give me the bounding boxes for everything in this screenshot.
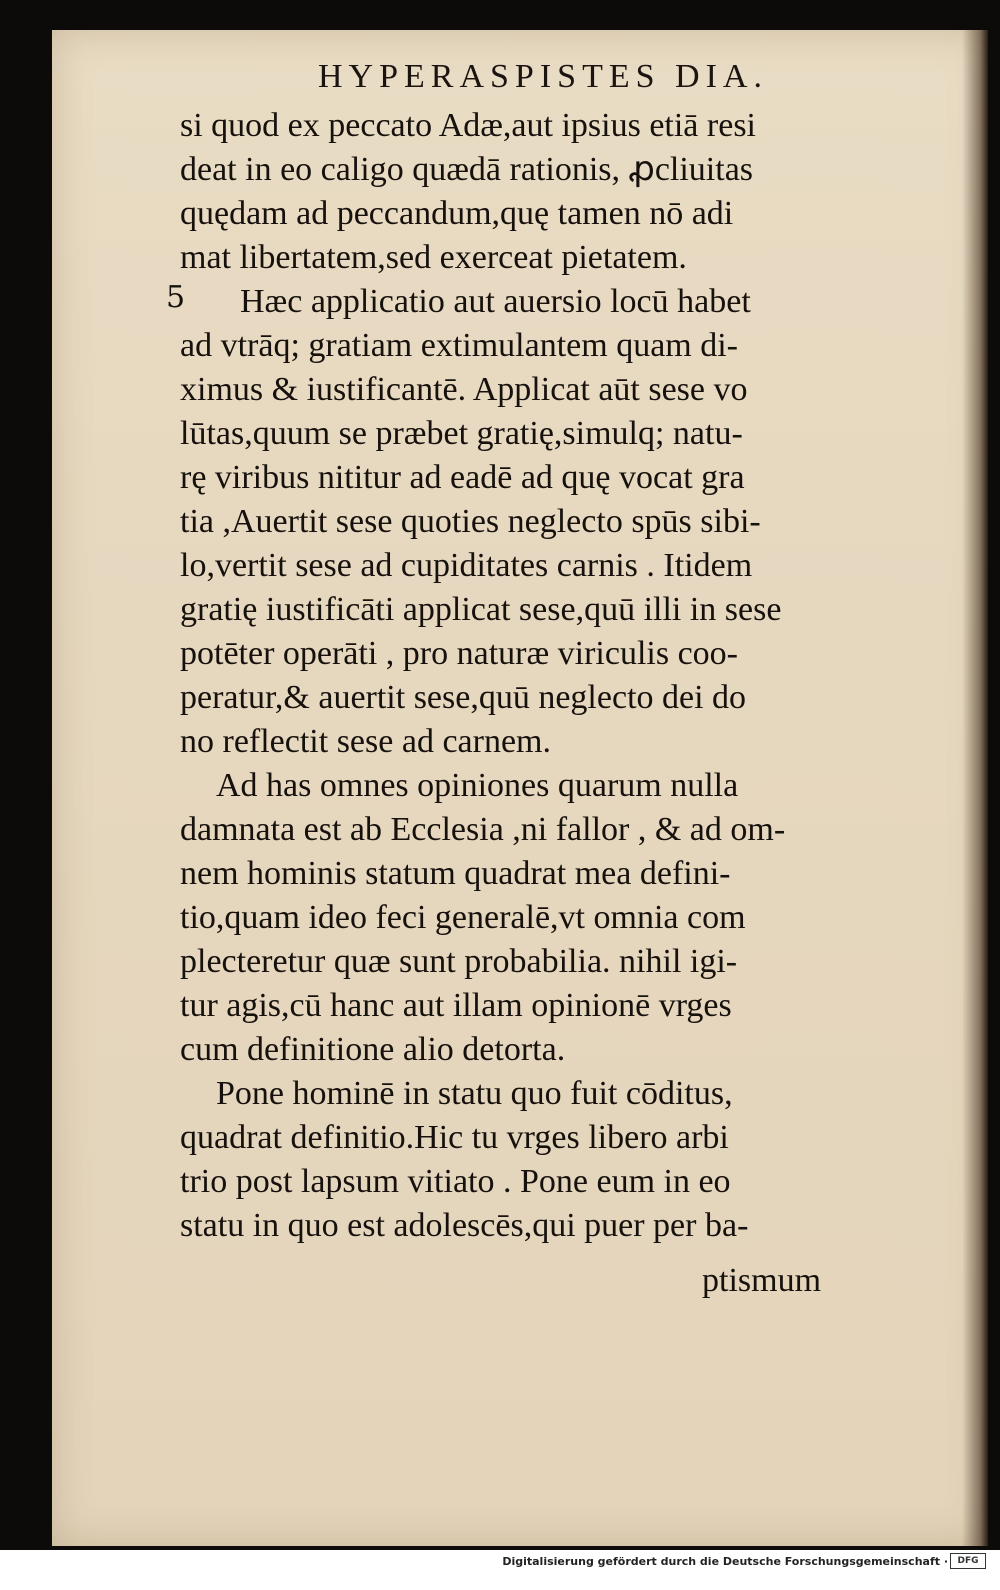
text-line: ximus & iustificantē. Applicat aūt sese vo: [180, 371, 748, 408]
text-line: plecteretur quæ sunt probabilia. nihil igi-: [180, 943, 738, 980]
text-line: tur agis,cū hanc aut illam opinionē vrges: [180, 987, 732, 1024]
text-line: nem hominis statum quadrat mea defini-: [180, 855, 731, 892]
text-block: [166, 104, 860, 1248]
scan-background-left: [0, 0, 52, 1550]
text-line: peratur,& auertit sese,quū neglecto dei do: [180, 679, 747, 716]
page-gutter-shadow: [962, 30, 988, 1546]
text-line: tia ,Auertit sese quoties neglecto spūs sibi-: [180, 503, 761, 540]
catchword: ptismum: [702, 1262, 822, 1299]
text-line: cum definitione alio detorta.: [180, 1031, 566, 1068]
text-line: si quod ex peccato Adæ,aut ipsius etiā resi: [180, 107, 756, 144]
text-line: damnata est ab Ecclesia ,ni fallor , & ad om-: [180, 811, 786, 848]
text-line: lūtas,quum se præbet gratię,simulq; natu-: [180, 415, 743, 452]
text-line: deat in eo caligo quædā rationis, ꝓcliuitas: [180, 151, 754, 188]
text-line: quędam ad peccandum,quę tamen nō adi: [180, 195, 734, 232]
text-line: potēter operāti , pro naturæ viriculis coo-: [180, 635, 738, 672]
text-line: ad vtrāq; gratiam extimulantem quam di-: [180, 327, 738, 364]
text-line: Hæc applicatio aut auersio locū habet: [240, 283, 751, 320]
running-head: HYPERASPISTES DIA.: [318, 58, 768, 95]
text-line: Ad has omnes opiniones quarum nulla: [216, 767, 739, 804]
funding-credit: Digitalisierung gefördert durch die Deutsche Forschungsgemeinschaft ·: [502, 1555, 948, 1568]
text-line: gratię iustificāti applicat sese,quū illi in sese: [180, 591, 782, 628]
text-line: lo,vertit sese ad cupiditates carnis . Itidem: [180, 547, 753, 584]
text-line: tio,quam ideo feci generalē,vt omnia com: [180, 899, 746, 936]
text-line: quadrat definitio.Hic tu vrges libero arbi: [180, 1119, 729, 1156]
text-line: trio post lapsum vitiato . Pone eum in eo: [180, 1163, 731, 1200]
text-line: no reflectit sese ad carnem.: [180, 723, 551, 760]
text-line: rę viribus nititur ad eadē ad quę vocat gra: [180, 459, 745, 496]
text-line: mat libertatem,sed exerceat pietatem.: [180, 239, 687, 276]
dfg-logo: DFG: [950, 1553, 986, 1569]
marginal-number: 5: [166, 280, 186, 315]
text-line: Pone hominē in statu quo fuit cōditus,: [216, 1075, 733, 1112]
text-line: statu in quo est adolescēs,qui puer per ba-: [180, 1207, 749, 1244]
